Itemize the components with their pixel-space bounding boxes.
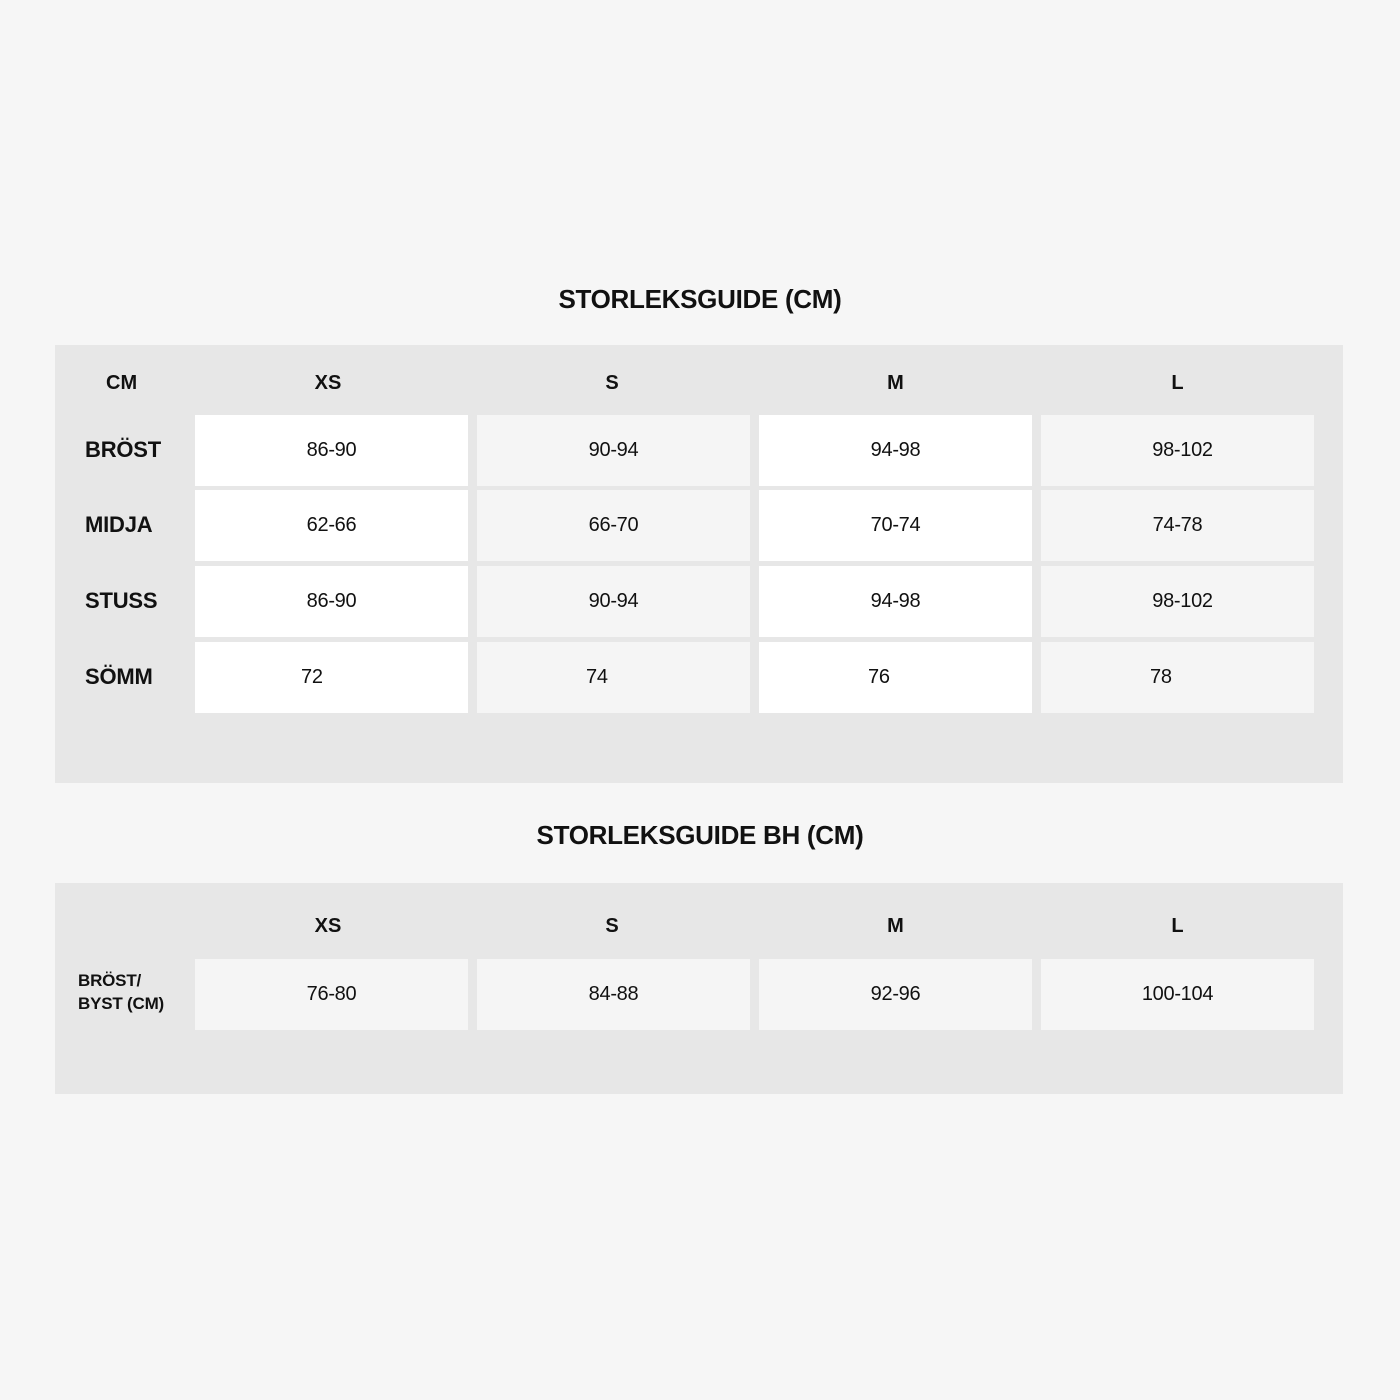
table-cell: 98-102 bbox=[1041, 566, 1314, 637]
table-cell: 90-94 bbox=[477, 566, 750, 637]
table-cell: 76 bbox=[759, 642, 1032, 713]
size-guide-table bbox=[55, 345, 1343, 783]
table-cell: 94-98 bbox=[759, 566, 1032, 637]
size-guide-title: STORLEKSGUIDE (CM) bbox=[558, 284, 842, 314]
row-label-brost-byst bbox=[78, 969, 164, 1015]
table-cell: 98-102 bbox=[1041, 415, 1314, 486]
bra-size-header-xs: XS bbox=[314, 915, 342, 937]
corner-label-cm: CM bbox=[106, 372, 138, 394]
table-cell: 70-74 bbox=[759, 490, 1032, 561]
row-label-midja: MIDJA bbox=[85, 512, 153, 537]
table-cell: 92-96 bbox=[759, 959, 1032, 1030]
bra-size-guide-table bbox=[55, 883, 1343, 1094]
size-header-s: S bbox=[605, 372, 619, 394]
table-cell: 74-78 bbox=[1041, 490, 1314, 561]
row-label-line-1: BRÖST/ bbox=[78, 971, 142, 990]
bra-size-header-m: M bbox=[887, 915, 904, 937]
bra-size-header-s: S bbox=[605, 915, 619, 937]
size-header-xs: XS bbox=[314, 372, 342, 394]
table-cell: 86-90 bbox=[195, 415, 468, 486]
table-cell: 84-88 bbox=[477, 959, 750, 1030]
bra-size-guide-title: STORLEKSGUIDE BH (CM) bbox=[536, 820, 864, 850]
table-cell: 62-66 bbox=[195, 490, 468, 561]
table-cell: 78 bbox=[1041, 642, 1314, 713]
table-cell: 90-94 bbox=[477, 415, 750, 486]
row-label-stuss: STUSS bbox=[85, 588, 158, 613]
table-cell: 76-80 bbox=[195, 959, 468, 1030]
row-label-line-2: BYST (CM) bbox=[78, 994, 165, 1013]
table-cell: 66-70 bbox=[477, 490, 750, 561]
bra-size-header-l: L bbox=[1171, 915, 1184, 937]
table-cell: 74 bbox=[477, 642, 750, 713]
table-cell: 72 bbox=[195, 642, 468, 713]
table-cell: 94-98 bbox=[759, 415, 1032, 486]
size-header-m: M bbox=[887, 372, 904, 394]
table-cell: 86-90 bbox=[195, 566, 468, 637]
table-cell: 100-104 bbox=[1041, 959, 1314, 1030]
row-label-somm: SÖMM bbox=[85, 664, 153, 689]
row-label-brost: BRÖST bbox=[85, 437, 162, 462]
size-header-l: L bbox=[1171, 372, 1184, 394]
